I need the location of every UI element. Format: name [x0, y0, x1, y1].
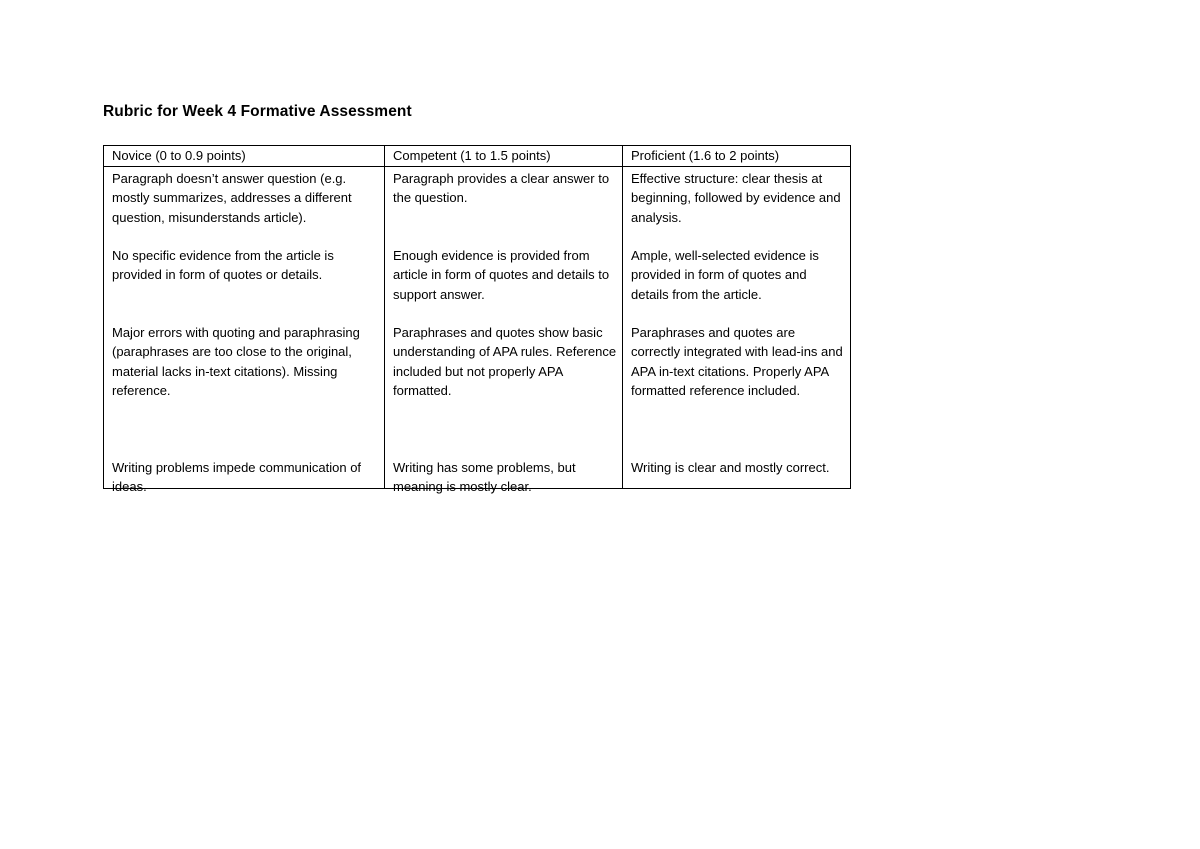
column-header-proficient: Proficient (1.6 to 2 points): [623, 146, 851, 167]
rubric-criteria-row: [104, 167, 851, 489]
novice-criterion-evidence: No specific evidence from the article is provided in form of quotes or details.: [112, 248, 334, 283]
criteria-cell-competent: [385, 167, 623, 495]
page-title: Rubric for Week 4 Formative Assessment: [103, 103, 412, 120]
criteria-cell-novice: [104, 167, 385, 495]
proficient-criterion-apa: Paraphrases and quotes are correctly integrated with lead-ins and APA in-text citations. Properly APA formatted reference included.: [631, 325, 843, 398]
column-header-novice: Novice (0 to 0.9 points): [104, 146, 385, 167]
novice-criterion-apa: Major errors with quoting and paraphrasing (paraphrases are too close to the original, material lacks in-text citations). Missing reference.: [112, 325, 360, 398]
competent-criterion-writing: Writing has some problems, but meaning is mostly clear.: [393, 460, 576, 495]
competent-criterion-apa: Paraphrases and quotes show basic understanding of APA rules. Reference included but not properly APA formatted.: [393, 325, 617, 398]
rubric-table: [103, 145, 851, 495]
competent-criterion-answer: Paragraph provides a clear answer to the question.: [393, 171, 610, 206]
novice-criterion-answer: Paragraph doesn’t answer question (e.g. mostly summarizes, addresses a different question, misunderstands article).: [112, 171, 352, 225]
proficient-criterion-evidence: Ample, well-selected evidence is provided in form of quotes and details from the article.: [631, 248, 819, 302]
novice-criterion-writing: Writing problems impede communication of ideas.: [112, 460, 362, 495]
proficient-criterion-writing: Writing is clear and mostly correct.: [631, 460, 830, 475]
column-header-competent: Competent (1 to 1.5 points): [385, 146, 623, 167]
competent-criterion-evidence: Enough evidence is provided from article in form of quotes and details to support answer.: [393, 248, 610, 302]
criteria-cell-proficient: [623, 167, 851, 489]
rubric-header-row: [104, 146, 851, 167]
proficient-criterion-answer: Effective structure: clear thesis at beginning, followed by evidence and analysis.: [631, 171, 841, 225]
